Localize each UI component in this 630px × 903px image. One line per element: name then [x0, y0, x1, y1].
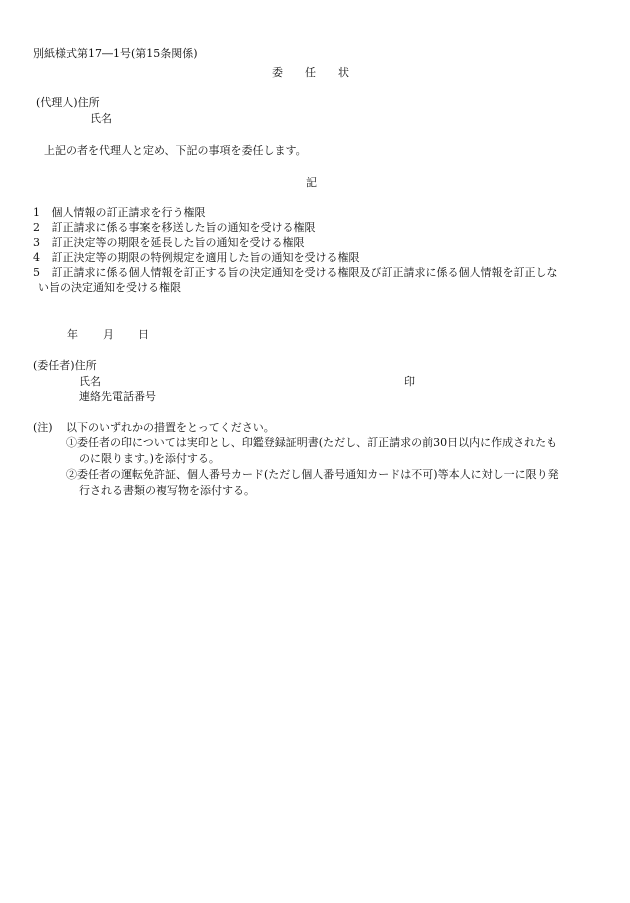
agent-address-label: (代理人)住所: [36, 96, 100, 109]
intro-text: 上記の者を代理人と定め、下記の事項を委任します。: [44, 144, 307, 157]
item-number: 1: [33, 206, 40, 219]
item-text: 訂正決定等の期限を延長した旨の通知を受ける権限: [51, 236, 305, 249]
item-text: 個人情報の訂正請求を行う権限: [51, 206, 206, 219]
list-item: [33, 206, 206, 219]
ki-heading: 記: [306, 176, 317, 189]
note-lead: 以下のいずれかの措置をとってください。: [66, 421, 275, 434]
item-text: 訂正請求に係る事案を移送した旨の通知を受ける権限: [51, 221, 316, 234]
seal-mark: 印: [404, 375, 415, 388]
date-year: 年: [67, 328, 78, 341]
list-item: [33, 221, 316, 234]
date-day: 日: [138, 328, 149, 341]
item-text: 訂正決定等の期限の特例規定を適用した旨の通知を受ける権限: [51, 251, 360, 264]
list-item-continuation: い旨の決定通知を受ける権限: [38, 281, 181, 294]
principal-name-label: 氏名: [79, 375, 101, 388]
note-label: (注): [33, 421, 53, 434]
list-item: [33, 236, 305, 249]
note-item-1-continuation: のに限ります。)を添付する。: [79, 452, 220, 465]
list-item: [33, 266, 558, 279]
item-number: 5: [33, 266, 40, 279]
item-number: 3: [33, 236, 40, 249]
item-number: 4: [33, 251, 40, 264]
form-label: 別紙様式第17―1号(第15条関係): [33, 47, 198, 60]
principal-address-label: (委任者)住所: [33, 359, 97, 372]
note-item-2: ②委任者の運転免許証、個人番号カード(ただし個人番号通知カードは不可)等本人に対し一に限り発: [66, 468, 559, 481]
note-item-2-continuation: 行される書類の複写物を添付する。: [79, 484, 255, 497]
item-text: 訂正請求に係る個人情報を訂正する旨の決定通知を受ける権限及び訂正請求に係る個人情報を訂正しな: [51, 266, 558, 279]
agent-name-label: 氏名: [90, 112, 112, 125]
phone-label: 連絡先電話番号: [79, 390, 156, 403]
item-number: 2: [33, 221, 40, 234]
list-item: [33, 251, 360, 264]
date-month: 月: [103, 328, 114, 341]
note-item-1: ①委任者の印については実印とし、印鑑登録証明書(ただし、訂正請求の前30日以内に作成されたも: [66, 436, 558, 449]
document-title: 委 任 状: [272, 66, 349, 79]
